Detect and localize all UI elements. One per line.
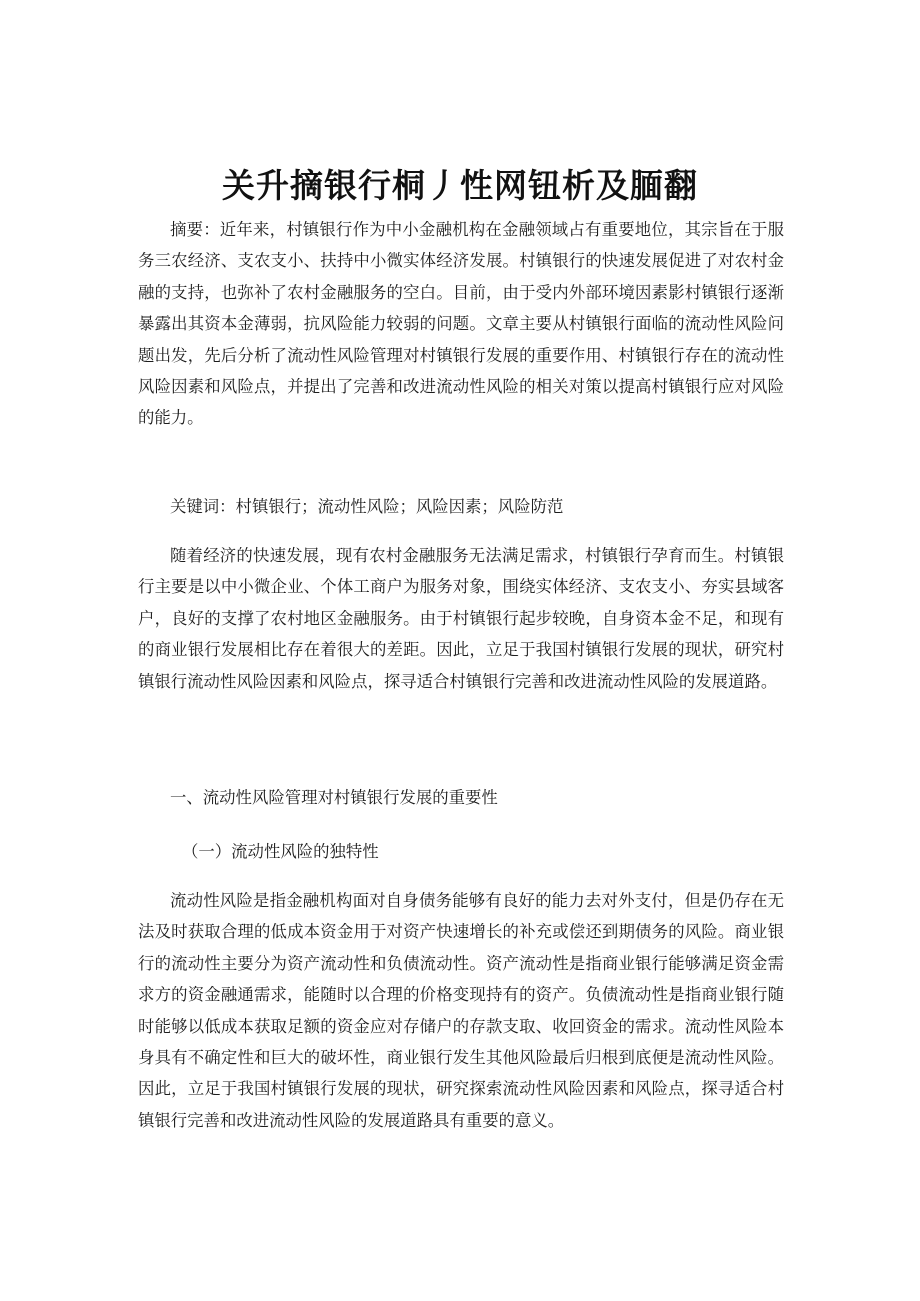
subsection-heading: （一）流动性风险的独特性 bbox=[182, 842, 379, 861]
intro-paragraph: 随着经济的快速发展，现有农村金融服务无法满足需求，村镇银行孕育而生。村镇银行主要是以中小微企业、个体工商户为服务对象，围绕实体经济、支农支小、夯实县域客户，良好的支撑了农村地区金融服务。由于村镇银行起步较晚，自身资本金不足，和现有的商业银行发展相比存在着很大的差距。因此，立足于我国村镇银行发展的现状，研究村镇银行流动性风险因素和风险点，探寻适合村镇银行完善和改进流动性风险的发展道路。 bbox=[138, 546, 784, 691]
body-paragraph: 流动性风险是指金融机构面对自身债务能够有良好的能力去对外支付，但是仍存在无法及时获取合理的低成本资金用于对资产快速增长的补充或偿还到期债务的风险。商业银行的流动性主要分为资产流动性和负债流动性。资产流动性是指商业银行能够满足资金需求方的资金融通需求，能随时以合理的价格变现持有的资产。负债流动性是指商业银行随时能够以低成本获取足额的资金应对存储户的存款支取、收回资金的需求。流动性风险本身具有不确定性和巨大的破坏性，商业银行发生其他风险最后归根到底便是流动性风险。因此，立足于我国村镇银行发展的现状，研究探索流动性风险因素和风险点，探寻适合村镇银行完善和改进流动性风险的发展道路具有重要的意义。 bbox=[138, 891, 784, 1130]
page-title: 关升摘银行桐丿性网钮析及腼翻 bbox=[222, 166, 698, 206]
abstract-paragraph: 摘要：近年来，村镇银行作为中小金融机构在金融领域占有重要地位，其宗旨在于服务三农经济、支农支小、扶持中小微实体经济发展。村镇银行的快速发展促进了对农村金融的支持，也弥补了农村金融服务的空白。目前，由于受内外部环境因素影村镇银行逐渐暴露出其资本金薄弱，抗风险能力较弱的问题。文章主要从村镇银行面临的流动性风险问题出发，先后分析了流动性风险管理对村镇银行发展的重要作用、村镇银行存在的流动性风险因素和风险点，并提出了完善和改进流动性风险的相关对策以提高村镇银行应对风险的能力。 bbox=[138, 220, 784, 428]
section-heading: 一、流动性风险管理对村镇银行发展的重要性 bbox=[170, 788, 498, 807]
keywords-line: 关键词：村镇银行；流动性风险；风险因素；风险防范 bbox=[170, 497, 564, 516]
